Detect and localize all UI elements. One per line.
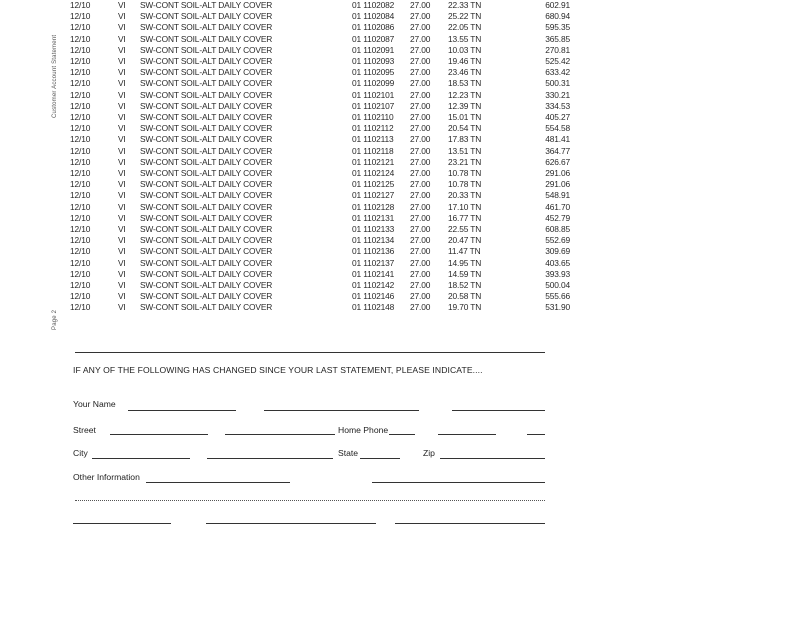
row-ticket-number: 01 1102136 [352, 246, 395, 257]
row-ticket-number: 01 1102107 [352, 100, 395, 111]
table-row [70, 146, 570, 157]
row-date: 12/10 [70, 145, 91, 156]
row-amount: 365.85 [545, 33, 570, 44]
separator-rule [75, 352, 545, 353]
row-rate: 27.00 [410, 56, 431, 67]
row-description: SW-CONT SOIL-ALT DAILY COVER [140, 67, 273, 78]
home-phone-field-3[interactable] [527, 434, 545, 435]
row-date: 12/10 [70, 280, 91, 291]
row-quantity: 22.55 TN [448, 224, 482, 235]
table-row [70, 22, 570, 33]
row-rate: 27.00 [410, 291, 431, 302]
row-rate: 27.00 [410, 201, 431, 212]
row-amount: 626.67 [545, 156, 570, 167]
other-information-line-3c[interactable] [395, 523, 545, 524]
ledger-body [70, 0, 570, 314]
row-flag: VI [118, 246, 126, 257]
row-rate: 27.00 [410, 44, 431, 55]
row-quantity: 25.22 TN [448, 11, 482, 22]
row-flag: VI [118, 22, 126, 33]
table-row [70, 235, 570, 246]
row-date: 12/10 [70, 78, 91, 89]
row-quantity: 20.33 TN [448, 190, 482, 201]
row-flag: VI [118, 0, 126, 10]
change-notice: IF ANY OF THE FOLLOWING HAS CHANGED SINCE YOUR LAST STATEMENT, PLEASE INDICATE.... [73, 365, 483, 375]
row-quantity: 12.39 TN [448, 100, 482, 111]
row-description: SW-CONT SOIL-ALT DAILY COVER [140, 235, 273, 246]
row-quantity: 18.52 TN [448, 280, 482, 291]
row-date: 12/10 [70, 67, 91, 78]
row-flag: VI [118, 11, 126, 22]
row-ticket-number: 01 1102127 [352, 190, 395, 201]
table-row [70, 56, 570, 67]
row-quantity: 10.78 TN [448, 179, 482, 190]
row-flag: VI [118, 280, 126, 291]
side-header-text: Customer Account Statement [52, 34, 58, 118]
row-description: SW-CONT SOIL-ALT DAILY COVER [140, 257, 273, 268]
row-flag: VI [118, 224, 126, 235]
street-field[interactable] [110, 434, 208, 435]
other-information-line-3b[interactable] [206, 523, 376, 524]
row-amount: 452.79 [545, 212, 570, 223]
row-amount: 500.04 [545, 280, 570, 291]
row-quantity: 11.47 TN [448, 246, 481, 257]
table-row [70, 112, 570, 123]
row-quantity: 10.78 TN [448, 168, 482, 179]
table-row [70, 67, 570, 78]
row-amount: 393.93 [545, 268, 570, 279]
state-field[interactable] [360, 458, 400, 459]
row-date: 12/10 [70, 44, 91, 55]
row-description: SW-CONT SOIL-ALT DAILY COVER [140, 224, 273, 235]
row-rate: 27.00 [410, 190, 431, 201]
row-amount: 554.58 [545, 123, 570, 134]
table-row [70, 302, 570, 313]
row-rate: 27.00 [410, 0, 431, 10]
row-date: 12/10 [70, 246, 91, 257]
row-ticket-number: 01 1102124 [352, 168, 395, 179]
row-date: 12/10 [70, 156, 91, 167]
row-quantity: 20.47 TN [448, 235, 482, 246]
zip-label: Zip [423, 448, 435, 458]
other-information-line-2[interactable] [75, 500, 545, 501]
other-information-field[interactable] [146, 482, 290, 483]
row-ticket-number: 01 1102093 [352, 56, 395, 67]
row-amount: 330.21 [545, 89, 570, 100]
row-description: SW-CONT SOIL-ALT DAILY COVER [140, 123, 273, 134]
row-quantity: 20.58 TN [448, 291, 482, 302]
row-date: 12/10 [70, 11, 91, 22]
row-rate: 27.00 [410, 33, 431, 44]
row-ticket-number: 01 1102148 [352, 302, 395, 313]
table-row [70, 123, 570, 134]
row-ticket-number: 01 1102118 [352, 145, 394, 156]
row-date: 12/10 [70, 302, 91, 313]
row-description: SW-CONT SOIL-ALT DAILY COVER [140, 78, 273, 89]
row-amount: 602.91 [545, 0, 570, 10]
table-row [70, 11, 570, 22]
row-date: 12/10 [70, 224, 91, 235]
row-description: SW-CONT SOIL-ALT DAILY COVER [140, 190, 273, 201]
row-description: SW-CONT SOIL-ALT DAILY COVER [140, 212, 273, 223]
row-date: 12/10 [70, 235, 91, 246]
row-ticket-number: 01 1102110 [352, 112, 394, 123]
row-ticket-number: 01 1102091 [352, 44, 395, 55]
row-flag: VI [118, 56, 126, 67]
row-description: SW-CONT SOIL-ALT DAILY COVER [140, 168, 273, 179]
other-information-line-3[interactable] [73, 523, 171, 524]
row-quantity: 23.21 TN [448, 156, 482, 167]
row-quantity: 17.83 TN [448, 134, 482, 145]
row-description: SW-CONT SOIL-ALT DAILY COVER [140, 11, 273, 22]
row-quantity: 18.53 TN [448, 78, 482, 89]
row-date: 12/10 [70, 168, 91, 179]
row-flag: VI [118, 100, 126, 111]
row-description: SW-CONT SOIL-ALT DAILY COVER [140, 89, 273, 100]
row-description: SW-CONT SOIL-ALT DAILY COVER [140, 179, 273, 190]
row-date: 12/10 [70, 291, 91, 302]
row-rate: 27.00 [410, 179, 431, 190]
row-quantity: 10.03 TN [448, 44, 482, 55]
row-amount: 291.06 [545, 168, 570, 179]
row-amount: 608.85 [545, 224, 570, 235]
row-date: 12/10 [70, 0, 91, 10]
table-row [70, 269, 570, 280]
row-flag: VI [118, 112, 126, 123]
row-ticket-number: 01 1102099 [352, 78, 395, 89]
row-flag: VI [118, 235, 126, 246]
row-ticket-number: 01 1102146 [352, 291, 395, 302]
row-quantity: 19.70 TN [448, 302, 482, 313]
row-amount: 548.91 [545, 190, 570, 201]
row-description: SW-CONT SOIL-ALT DAILY COVER [140, 134, 273, 145]
table-row [70, 291, 570, 302]
row-date: 12/10 [70, 179, 91, 190]
row-date: 12/10 [70, 134, 91, 145]
table-row [70, 213, 570, 224]
row-amount: 461.70 [545, 201, 570, 212]
row-rate: 27.00 [410, 123, 431, 134]
row-ticket-number: 01 1102141 [352, 268, 395, 279]
row-ticket-number: 01 1102125 [352, 179, 395, 190]
row-rate: 27.00 [410, 156, 431, 167]
row-amount: 334.53 [545, 100, 570, 111]
row-rate: 27.00 [410, 280, 431, 291]
row-amount: 680.94 [545, 11, 570, 22]
table-row [70, 34, 570, 45]
row-flag: VI [118, 268, 126, 279]
city-field-2[interactable] [207, 458, 333, 459]
row-quantity: 19.46 TN [448, 56, 482, 67]
row-rate: 27.00 [410, 145, 431, 156]
table-row [70, 78, 570, 89]
row-rate: 27.00 [410, 257, 431, 268]
row-description: SW-CONT SOIL-ALT DAILY COVER [140, 100, 273, 111]
row-ticket-number: 01 1102121 [352, 156, 395, 167]
table-row [70, 258, 570, 269]
row-ticket-number: 01 1102112 [352, 123, 394, 134]
row-rate: 27.00 [410, 78, 431, 89]
row-flag: VI [118, 179, 126, 190]
table-row [70, 134, 570, 145]
other-information-label: Other Information [73, 472, 140, 482]
row-rate: 27.00 [410, 268, 431, 279]
table-row [70, 190, 570, 201]
row-flag: VI [118, 145, 126, 156]
row-rate: 27.00 [410, 100, 431, 111]
row-date: 12/10 [70, 190, 91, 201]
row-description: SW-CONT SOIL-ALT DAILY COVER [140, 302, 273, 313]
row-date: 12/10 [70, 22, 91, 33]
row-description: SW-CONT SOIL-ALT DAILY COVER [140, 22, 273, 33]
row-rate: 27.00 [410, 112, 431, 123]
city-field[interactable] [92, 458, 190, 459]
row-ticket-number: 01 1102084 [352, 11, 395, 22]
your-name-field-2[interactable] [264, 410, 419, 411]
your-name-label: Your Name [73, 399, 116, 409]
row-quantity: 15.01 TN [448, 112, 482, 123]
row-flag: VI [118, 123, 126, 134]
row-amount: 552.69 [545, 235, 570, 246]
row-description: SW-CONT SOIL-ALT DAILY COVER [140, 246, 273, 257]
row-quantity: 14.95 TN [448, 257, 482, 268]
row-ticket-number: 01 1102101 [352, 89, 395, 100]
row-date: 12/10 [70, 212, 91, 223]
row-flag: VI [118, 44, 126, 55]
row-ticket-number: 01 1102087 [352, 33, 395, 44]
row-flag: VI [118, 67, 126, 78]
street-field-2[interactable] [225, 434, 335, 435]
row-quantity: 13.55 TN [448, 33, 482, 44]
row-amount: 633.42 [545, 67, 570, 78]
state-label: State [338, 448, 359, 458]
row-flag: VI [118, 201, 126, 212]
row-rate: 27.00 [410, 235, 431, 246]
row-description: SW-CONT SOIL-ALT DAILY COVER [140, 44, 273, 55]
table-row [70, 45, 570, 56]
row-quantity: 22.33 TN [448, 0, 482, 10]
row-amount: 595.35 [545, 22, 570, 33]
row-description: SW-CONT SOIL-ALT DAILY COVER [140, 112, 273, 123]
table-row [70, 101, 570, 112]
row-amount: 270.81 [545, 44, 570, 55]
table-row [70, 224, 570, 235]
row-date: 12/10 [70, 33, 91, 44]
row-date: 12/10 [70, 56, 91, 67]
row-description: SW-CONT SOIL-ALT DAILY COVER [140, 268, 273, 279]
row-amount: 405.27 [545, 112, 570, 123]
row-flag: VI [118, 190, 126, 201]
row-amount: 481.41 [545, 134, 570, 145]
row-quantity: 22.05 TN [448, 22, 482, 33]
row-amount: 500.31 [545, 78, 570, 89]
row-ticket-number: 01 1102086 [352, 22, 395, 33]
table-row [70, 157, 570, 168]
row-ticket-number: 01 1102142 [352, 280, 395, 291]
row-quantity: 16.77 TN [448, 212, 482, 223]
statement-ledger-table [70, 0, 570, 314]
city-label: City [73, 448, 88, 458]
row-description: SW-CONT SOIL-ALT DAILY COVER [140, 145, 273, 156]
row-date: 12/10 [70, 201, 91, 212]
row-amount: 291.06 [545, 179, 570, 190]
row-ticket-number: 01 1102128 [352, 201, 395, 212]
row-quantity: 12.23 TN [448, 89, 482, 100]
row-quantity: 23.46 TN [448, 67, 482, 78]
row-rate: 27.00 [410, 89, 431, 100]
row-ticket-number: 01 1102137 [352, 257, 395, 268]
row-quantity: 13.51 TN [448, 145, 482, 156]
row-rate: 27.00 [410, 246, 431, 257]
home-phone-field-2[interactable] [438, 434, 496, 435]
row-amount: 531.90 [545, 302, 570, 313]
table-row [70, 90, 570, 101]
row-flag: VI [118, 212, 126, 223]
row-flag: VI [118, 33, 126, 44]
row-date: 12/10 [70, 257, 91, 268]
row-rate: 27.00 [410, 134, 431, 145]
side-page-ref: Page 2 [52, 309, 58, 330]
row-rate: 27.00 [410, 302, 431, 313]
row-date: 12/10 [70, 123, 91, 134]
row-description: SW-CONT SOIL-ALT DAILY COVER [140, 156, 273, 167]
row-description: SW-CONT SOIL-ALT DAILY COVER [140, 280, 273, 291]
home-phone-field[interactable] [389, 434, 415, 435]
row-flag: VI [118, 168, 126, 179]
row-rate: 27.00 [410, 168, 431, 179]
row-ticket-number: 01 1102134 [352, 235, 395, 246]
row-quantity: 20.54 TN [448, 123, 482, 134]
table-row [70, 168, 570, 179]
home-phone-label: Home Phone [338, 425, 389, 435]
street-label: Street [73, 425, 96, 435]
row-rate: 27.00 [410, 11, 431, 22]
your-name-field[interactable] [128, 410, 236, 411]
row-amount: 555.66 [545, 291, 570, 302]
row-description: SW-CONT SOIL-ALT DAILY COVER [140, 201, 273, 212]
table-row [70, 246, 570, 257]
zip-field[interactable] [440, 458, 545, 459]
table-row [70, 0, 570, 11]
row-date: 12/10 [70, 268, 91, 279]
row-quantity: 17.10 TN [448, 201, 482, 212]
row-flag: VI [118, 291, 126, 302]
row-ticket-number: 01 1102095 [352, 67, 395, 78]
row-rate: 27.00 [410, 224, 431, 235]
row-flag: VI [118, 134, 126, 145]
table-row [70, 280, 570, 291]
row-amount: 309.69 [545, 246, 570, 257]
row-amount: 364.77 [545, 145, 570, 156]
row-description: SW-CONT SOIL-ALT DAILY COVER [140, 0, 273, 10]
row-date: 12/10 [70, 89, 91, 100]
row-flag: VI [118, 89, 126, 100]
row-ticket-number: 01 1102133 [352, 224, 395, 235]
row-rate: 27.00 [410, 67, 431, 78]
row-rate: 27.00 [410, 212, 431, 223]
row-description: SW-CONT SOIL-ALT DAILY COVER [140, 33, 273, 44]
table-row [70, 202, 570, 213]
row-flag: VI [118, 257, 126, 268]
your-name-field-3[interactable] [452, 410, 545, 411]
row-quantity: 14.59 TN [448, 268, 482, 279]
row-date: 12/10 [70, 100, 91, 111]
row-ticket-number: 01 1102113 [352, 134, 394, 145]
row-amount: 403.65 [545, 257, 570, 268]
row-amount: 525.42 [545, 56, 570, 67]
row-description: SW-CONT SOIL-ALT DAILY COVER [140, 291, 273, 302]
table-row [70, 179, 570, 190]
row-rate: 27.00 [410, 22, 431, 33]
other-information-field-2[interactable] [372, 482, 545, 483]
row-flag: VI [118, 302, 126, 313]
row-flag: VI [118, 78, 126, 89]
row-flag: VI [118, 156, 126, 167]
row-description: SW-CONT SOIL-ALT DAILY COVER [140, 56, 273, 67]
row-ticket-number: 01 1102131 [352, 212, 395, 223]
row-ticket-number: 01 1102082 [352, 0, 395, 10]
row-date: 12/10 [70, 112, 91, 123]
